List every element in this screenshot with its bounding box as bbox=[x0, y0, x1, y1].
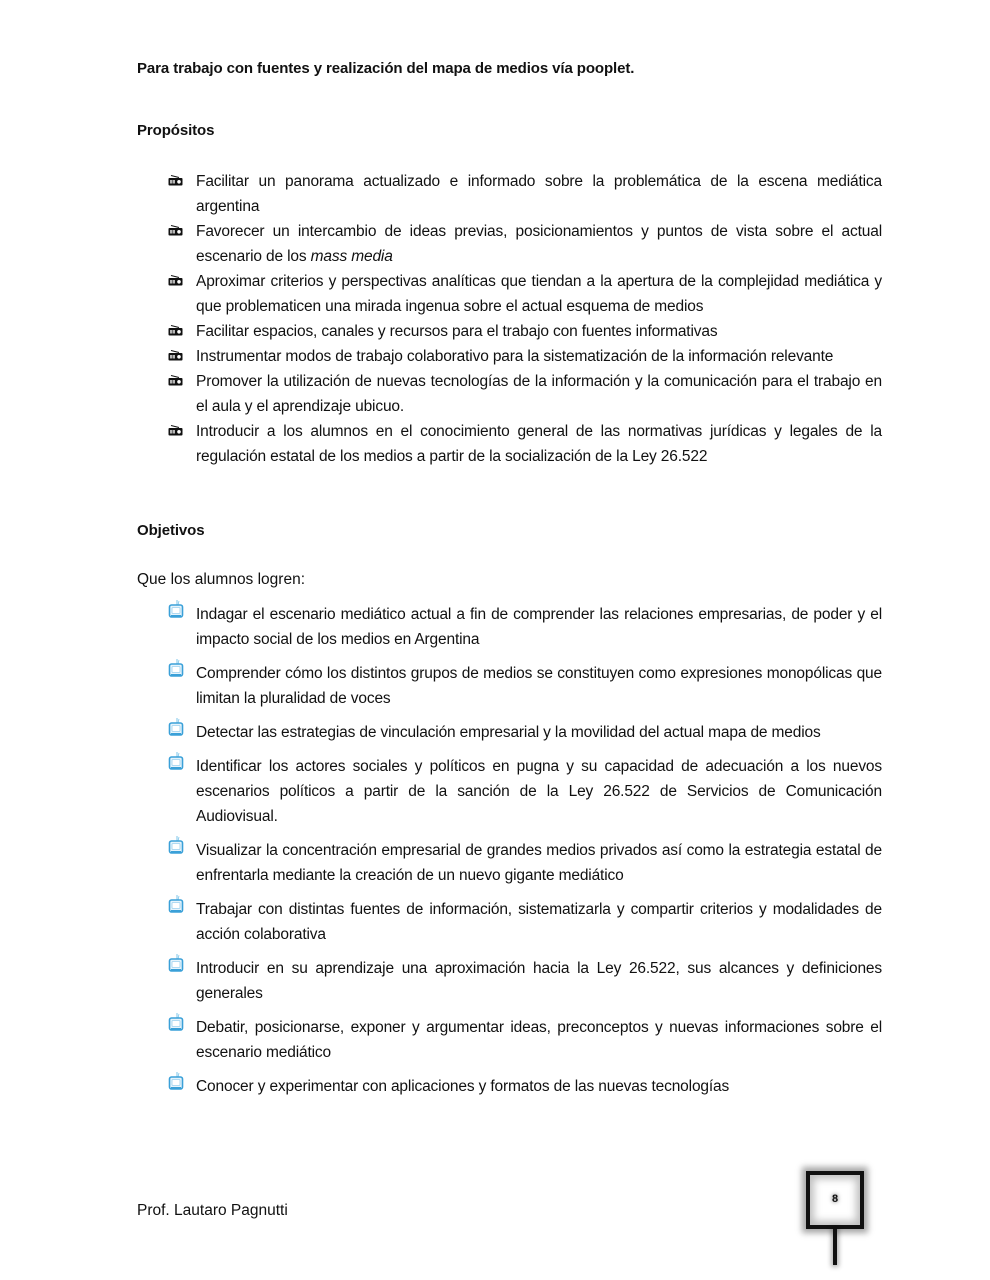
list-item bbox=[168, 269, 882, 319]
radio-icon bbox=[168, 425, 183, 436]
list-item bbox=[168, 754, 882, 829]
list-item bbox=[168, 897, 882, 947]
proposito-text: Facilitar un panorama actualizado e informado sobre la problemática de la escena mediática argentina bbox=[196, 173, 882, 215]
proposito-text: Instrumentar modos de trabajo colaborativo para la sistematización de la información relevante bbox=[196, 348, 834, 365]
propositos-heading: Propósitos bbox=[137, 122, 215, 139]
objetivo-text: Detectar las estrategias de vinculación empresarial y la movilidad del actual mapa de medios bbox=[196, 724, 821, 741]
objetivo-text: Comprender cómo los distintos grupos de medios se constituyen como expresiones monopólicas que limitan la pluralidad de voces bbox=[196, 665, 882, 707]
tv-icon bbox=[168, 895, 184, 915]
list-item bbox=[168, 838, 882, 888]
document-title: Para trabajo con fuentes y realización del mapa de medios vía pooplet. bbox=[137, 60, 635, 77]
objetivo-text: Debatir, posicionarse, exponer y argumentar ideas, preconceptos y nuevas informaciones sobre el escenario mediático bbox=[196, 1019, 882, 1061]
propositos-list bbox=[168, 169, 882, 469]
list-item bbox=[168, 661, 882, 711]
objetivo-text: Introducir en su aprendizaje una aproximación hacia la Ley 26.522, sus alcances y definiciones generales bbox=[196, 960, 882, 1002]
list-item bbox=[168, 1015, 882, 1065]
list-item bbox=[168, 319, 882, 344]
list-item bbox=[168, 169, 882, 219]
list-item bbox=[168, 956, 882, 1006]
tv-icon bbox=[168, 600, 184, 620]
proposito-text: Aproximar criterios y perspectivas analíticas que tiendan a la apertura de la complejidad mediática y que problematicen una mirada ingenua sobre el actual esquema de medios bbox=[196, 273, 882, 315]
objetivo-text: Indagar el escenario mediático actual a fin de comprender las relaciones empresarias, de poder y el impacto social de los medios en Argentina bbox=[196, 606, 882, 648]
objetivos-heading: Objetivos bbox=[137, 522, 205, 539]
list-item bbox=[168, 344, 882, 369]
proposito-text bbox=[196, 219, 882, 269]
objetivos-list bbox=[168, 602, 882, 1099]
proposito-text: Facilitar espacios, canales y recursos para el trabajo con fuentes informativas bbox=[196, 323, 718, 340]
objetivo-text: Conocer y experimentar con aplicaciones y formatos de las nuevas tecnologías bbox=[196, 1078, 730, 1095]
page-badge-stem bbox=[833, 1229, 837, 1265]
tv-icon bbox=[168, 1013, 184, 1033]
proposito-text: Promover la utilización de nuevas tecnologías de la información y la comunicación para el trabajo en el aula y el aprendizaje ubicuo. bbox=[196, 373, 882, 415]
list-item bbox=[168, 419, 882, 469]
list-item bbox=[168, 219, 882, 269]
objetivo-text: Trabajar con distintas fuentes de información, sistematizarla y compartir criterios y modalidades de acción colaborativa bbox=[196, 901, 882, 943]
radio-icon bbox=[168, 375, 183, 386]
list-item bbox=[168, 369, 882, 419]
radio-icon bbox=[168, 350, 183, 361]
proposito-italic-term: mass media bbox=[310, 248, 393, 265]
tv-icon bbox=[168, 659, 184, 679]
proposito-text-part: Favorecer un intercambio de ideas previas, posicionamientos y puntos de vista sobre el actual escenario de los bbox=[196, 223, 882, 265]
objetivos-intro: Que los alumnos logren: bbox=[137, 571, 306, 588]
list-item bbox=[168, 1074, 882, 1099]
tv-icon bbox=[168, 752, 184, 772]
objetivo-text: Identificar los actores sociales y políticos en pugna y su capacidad de adecuación a los nuevos escenarios políticos a partir de la sanción de la Ley 26.522 de Servicios de Comunicación Audiovisual. bbox=[196, 758, 882, 825]
list-item bbox=[168, 602, 882, 652]
list-item bbox=[168, 720, 882, 745]
footer-author: Prof. Lautaro Pagnutti bbox=[137, 1202, 288, 1219]
proposito-text: Introducir a los alumnos en el conocimiento general de las normativas jurídicas y legales de la regulación estatal de los medios a partir de la socialización de la Ley 26.522 bbox=[196, 423, 882, 465]
radio-icon bbox=[168, 325, 183, 336]
radio-icon bbox=[168, 175, 183, 186]
page-number: 8 bbox=[831, 1193, 839, 1205]
radio-icon bbox=[168, 275, 183, 286]
tv-icon bbox=[168, 718, 184, 738]
tv-icon bbox=[168, 836, 184, 856]
page-number-badge bbox=[806, 1171, 864, 1229]
radio-icon bbox=[168, 225, 183, 236]
tv-icon bbox=[168, 1072, 184, 1092]
tv-icon bbox=[168, 954, 184, 974]
objetivo-text: Visualizar la concentración empresarial de grandes medios privados así como la estrategia estatal de enfrentarla mediante la creación de un nuevo gigante mediático bbox=[196, 842, 882, 884]
